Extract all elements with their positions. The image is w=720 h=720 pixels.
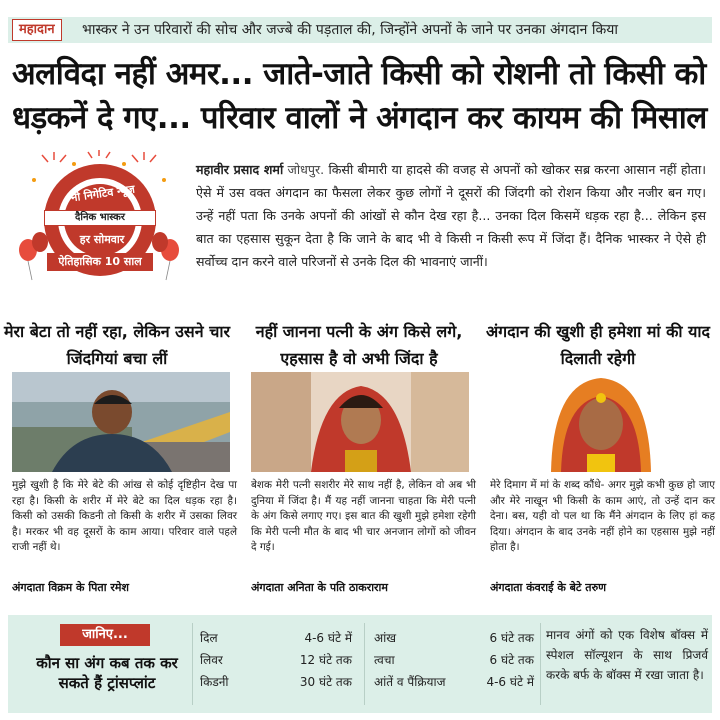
table-row bbox=[374, 627, 534, 649]
info-question: कौन सा अंग कब तक कर सकते हैं ट्रांसप्लांट bbox=[36, 654, 178, 692]
organ-time: 4-6 घंटे में bbox=[486, 675, 534, 689]
organ-name: लिवर bbox=[200, 653, 223, 667]
logo-banner: ऐतिहासिक 10 साल bbox=[47, 253, 153, 271]
story-1-body: मुझे खुशी है कि मेरे बेटे की आंख से कोई दृष्टिहीन देख पा रहा है। किसी के शरीर में मेरे बेटे का दिल धड़क रहा है। किसी को उसकी किडनी तो किसी के शरीर में उसका लिवर है। मरकर भी वह दूसरों के काम आया। परिवार वाले पहले राजी नहीं थे। bbox=[12, 479, 237, 553]
table-row bbox=[374, 671, 534, 693]
logo-brand: दैनिक भास्कर bbox=[44, 210, 156, 226]
info-tag: जानिए... bbox=[60, 624, 150, 646]
info-divider bbox=[364, 623, 365, 705]
organ-name: आंख bbox=[374, 631, 397, 645]
organ-time: 30 घंटे तक bbox=[299, 675, 352, 689]
logo-bottom-text: हर सोमवार bbox=[79, 233, 125, 246]
story-3-title: अंगदान की खुशी ही हमेशा मां की याद दिलाती रहेगी bbox=[485, 322, 711, 368]
story-1-title: मेरा बेटा तो नहीं रहा, लेकिन उसने चार जिंदगियां बचा लीं bbox=[3, 322, 231, 368]
table-row bbox=[374, 649, 534, 671]
story-3-body: मेरे दिमाग में मां के शब्द कौंधे- अगर मुझे कभी कुछ हो जाए और मेरे नाखून भी किसी के काम आएं, तो उन्हें दान कर देना। बस, यही वो पल था कि मैंने अंगदान के लिए हां कह दिया। अंगदान के बाद उनके नहीं होने का एहसास मुझे नहीं होता है। bbox=[490, 479, 715, 553]
table-row bbox=[200, 649, 352, 671]
table-row bbox=[200, 671, 352, 693]
organ-name: त्वचा bbox=[374, 653, 395, 667]
story-2-title: नहीं जानना पत्नी के अंग किसे लगे, एहसास है वो अभी जिंदा है bbox=[255, 322, 463, 368]
table-row bbox=[200, 627, 352, 649]
logo-top-text: नो निगेटिव न्यूज़ bbox=[70, 182, 136, 205]
story-2-signature: अंगदाता अनिता के पति ठाकराराम bbox=[251, 581, 388, 594]
organ-name: दिल bbox=[200, 631, 218, 645]
story-2-body: बेशक मेरी पत्नी सशरीर मेरे साथ नहीं है, लेकिन वो अब भी दुनिया में जिंदा है। मैं यह नहीं जानना चाहता कि मेरी पत्नी के अंग किसे लगाए गए। इस बात की खुशी मुझे हमेशा रहेगी कि मेरी पत्नी मौत के बाद भी चार अनजान लोगों को जीवन दे गई। bbox=[251, 479, 476, 553]
organ-table-right bbox=[374, 627, 534, 693]
organ-time: 6 घंटे तक bbox=[489, 631, 534, 645]
intro-paragraph bbox=[196, 158, 706, 273]
organ-time: 12 घंटे तक bbox=[299, 653, 352, 667]
intro-text: किसी बीमारी या हादसे की वजह से अपनों को खोकर सब्र करना आसान नहीं होता। ऐसे में उस वक्त अंगदान का फैसला लेकर कुछ लोगों ने दूसरों की जिंदगी को रोशन किया और नजीर बन गए। उन्हें नहीं पता कि उनके अपनों की आंखों से कौन देख रहा है... उनका दिल किसमें धड़क रहा है... लेकिन इस बात का एहसास सुकून देता है कि जाने के बाद भी वे किसी न किसी रूप में जिंदा हैं। दैनिक भास्कर ने ऐसे ही सर्वोच्च दान करने वाले परिजनों से उनके दिल की भावनाएं जानीं। bbox=[196, 162, 706, 269]
story-3-photo bbox=[491, 372, 709, 472]
organ-time: 6 घंटे तक bbox=[489, 653, 534, 667]
story-3-signature: अंगदाता कंवराई के बेटे तरुण bbox=[490, 581, 607, 594]
byline-author: महावीर प्रसाद शर्मा bbox=[196, 162, 284, 177]
organ-table-left bbox=[200, 627, 352, 693]
story-1-photo bbox=[12, 372, 230, 472]
info-divider bbox=[192, 623, 193, 705]
organ-name: किडनी bbox=[200, 675, 229, 689]
story-1-signature: अंगदाता विक्रम के पिता रमेश bbox=[12, 581, 129, 594]
top-strip bbox=[8, 17, 712, 43]
info-divider bbox=[540, 623, 541, 705]
info-box bbox=[8, 615, 712, 713]
organ-time: 4-6 घंटे में bbox=[304, 631, 352, 645]
strip-text: भास्कर ने उन परिवारों की सोच और जज्बे की पड़ताल की, जिन्होंने अपनों के जाने पर उनका अंगदान किया bbox=[82, 22, 618, 38]
headline: अलविदा नहीं अमर... जाते-जाते किसी को रोशनी तो किसी को धड़कनें दे गए... परिवार वालों ने अंगदान कर कायम की मिसाल bbox=[12, 56, 707, 136]
story-2-photo bbox=[251, 372, 469, 472]
info-note: मानव अंगों को एक विशेष बॉक्स में स्पेशल सॉल्यूशन के साथ प्रिजर्व करके बर्फ के बॉक्स में रखा जाता है। bbox=[546, 628, 708, 682]
organ-name: आंतें व पैंक्रियाज bbox=[374, 675, 446, 689]
byline-place: जोधपुर. bbox=[287, 162, 325, 177]
kicker-label: महादान bbox=[12, 19, 62, 41]
campaign-logo bbox=[14, 150, 184, 300]
